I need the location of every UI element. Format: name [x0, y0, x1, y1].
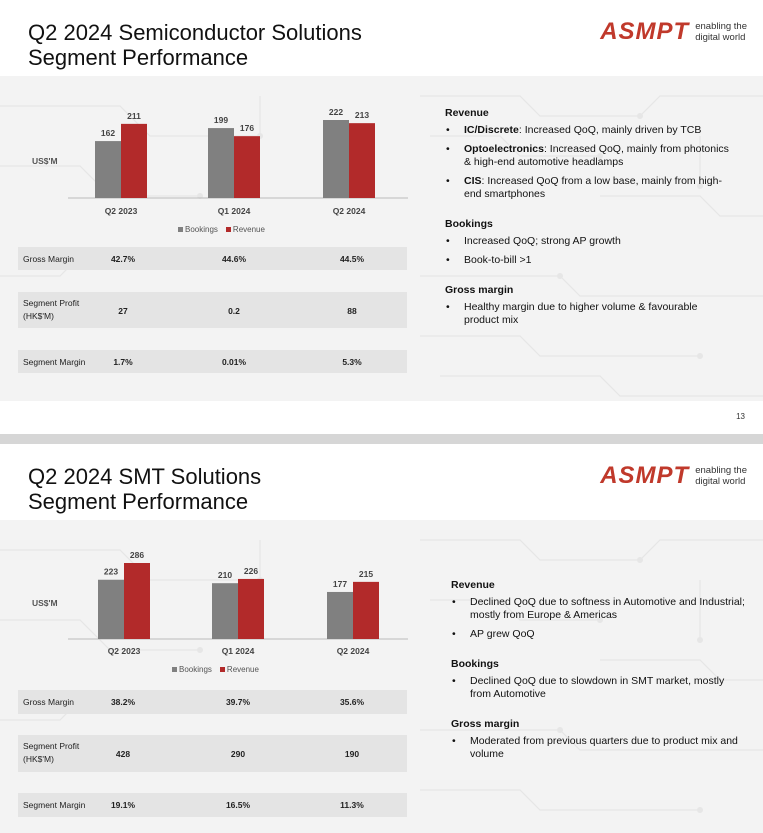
- list-item: [445, 143, 735, 169]
- title-line-2: Segment Performance: [28, 489, 249, 514]
- row-label: Segment Margin: [23, 800, 86, 810]
- list-item: [451, 628, 746, 641]
- row-value-q2-2023: 19.1%: [110, 800, 136, 810]
- category-label: Q2 2023: [107, 646, 141, 656]
- row-label-line-1: Segment Profit: [23, 741, 80, 751]
- list-item: [445, 254, 735, 267]
- category-label: Q2 2024: [332, 206, 366, 216]
- data-label: 226: [243, 565, 259, 576]
- row-label: Segment Margin: [23, 357, 86, 367]
- category-label: Q1 2024: [217, 206, 251, 216]
- item-text: Book-to-bill >1: [464, 254, 532, 266]
- list-item: [445, 124, 735, 137]
- notes-heading-revenue: Revenue: [445, 107, 489, 119]
- row-value-q1-2024: 290: [230, 749, 246, 759]
- logo-wordmark: ASMPT: [600, 18, 690, 45]
- bar-revenue-q2-2024: [349, 123, 375, 198]
- y-axis-label: US$'M: [32, 598, 58, 608]
- list-item: [451, 735, 746, 761]
- table-row-segment-margin: [18, 793, 407, 817]
- item-text: : Increased QoQ, mainly driven by TCB: [518, 124, 702, 136]
- notes-list-gross-margin: [451, 735, 746, 761]
- data-label: 215: [358, 568, 374, 579]
- list-item: [445, 175, 735, 201]
- tagline-line-2: digital world: [695, 32, 746, 43]
- row-value-q2-2023: 1.7%: [113, 357, 133, 367]
- bar-chart-semiconductor: [0, 76, 420, 246]
- table-row-segment-profit: [18, 292, 407, 328]
- legend-revenue-label: Revenue: [232, 225, 265, 234]
- row-value-q2-2024: 190: [344, 749, 360, 759]
- commentary: [451, 579, 746, 778]
- data-label: 223: [103, 566, 119, 577]
- data-label: 211: [127, 110, 141, 121]
- slide-smt: [0, 444, 763, 833]
- y-axis-label: US$'M: [32, 156, 58, 166]
- row-value-q2-2023: 27: [118, 306, 128, 316]
- item-text: Declined QoQ due to softness in Automotive and Industrial; mostly from Europe & Americas: [470, 596, 745, 621]
- table-row-gross-margin: [18, 690, 407, 714]
- row-label-line-2: (HK$'M): [23, 754, 54, 764]
- bar-revenue-q2-2023: [124, 563, 150, 639]
- data-label: 222: [328, 107, 344, 117]
- row-value-q2-2024: 88: [347, 306, 357, 316]
- item-text: AP grew QoQ: [470, 628, 535, 640]
- notes-list-bookings: [445, 235, 735, 267]
- table-row-gross-margin: [18, 247, 407, 270]
- data-label: 199: [213, 115, 229, 126]
- row-label-line-1: Segment Profit: [23, 298, 80, 308]
- item-text: Moderated from previous quarters due to product mix and volume: [470, 735, 738, 760]
- legend-bookings-label: Bookings: [179, 665, 212, 674]
- slide-title: [28, 464, 261, 514]
- row-value-q2-2024: 5.3%: [342, 357, 362, 367]
- bar-revenue-q2-2024: [353, 582, 379, 639]
- item-text: Increased QoQ; strong AP growth: [464, 235, 621, 247]
- chart-legend: [172, 665, 259, 674]
- category-label: Q2 2023: [104, 206, 138, 216]
- data-label: 286: [129, 550, 145, 560]
- content-panel: [0, 520, 763, 833]
- legend-revenue: [220, 665, 259, 674]
- page-number: 13: [736, 412, 745, 421]
- row-value-q1-2024: 16.5%: [225, 800, 251, 810]
- row-value-q2-2023: 428: [115, 749, 131, 759]
- title-line-2: Segment Performance: [28, 45, 249, 70]
- bar-bookings-q2-2024: [327, 592, 353, 639]
- list-item: [451, 675, 746, 701]
- list-item: [445, 301, 735, 327]
- data-label: 162: [100, 128, 116, 139]
- title-line-1: Q2 2024 Semiconductor Solutions: [28, 20, 362, 45]
- asmpt-logo: [600, 462, 747, 490]
- bar-bookings-q2-2023: [95, 141, 121, 198]
- bar-bookings-q2-2024: [323, 120, 349, 198]
- notes-heading-gross-margin: Gross margin: [445, 284, 514, 296]
- logo-tagline: [695, 465, 747, 487]
- logo-tagline: [695, 21, 747, 43]
- legend-bookings: [172, 665, 212, 674]
- notes-heading-bookings: Bookings: [445, 218, 493, 230]
- bar-bookings-q2-2023: [98, 580, 124, 639]
- bar-revenue-q2-2023: [121, 124, 147, 198]
- legend-bookings-swatch: [178, 227, 183, 232]
- data-label: 176: [239, 123, 255, 134]
- tagline-line-2: digital world: [695, 476, 746, 487]
- item-text: : Increased QoQ, mainly from photonics & high-end automotive headlamps: [464, 143, 729, 168]
- bar-bookings-q1-2024: [208, 128, 234, 198]
- item-bold: CIS: [464, 175, 482, 187]
- notes-heading-bookings: Bookings: [451, 658, 499, 670]
- notes-list-bookings: [451, 675, 746, 701]
- asmpt-logo: [600, 18, 747, 46]
- row-value-q1-2024: 0.2: [228, 306, 240, 316]
- row-value-q2-2023: 42.7%: [110, 254, 136, 264]
- bar-revenue-q1-2024: [238, 579, 264, 639]
- category-label: Q2 2024: [336, 646, 370, 656]
- row-value-q2-2024: 11.3%: [340, 800, 364, 810]
- notes-list-revenue: [451, 596, 746, 641]
- row-value-q1-2024: 39.7%: [225, 697, 251, 707]
- slide-title: [28, 20, 362, 70]
- table-row-segment-profit: [18, 735, 407, 772]
- legend-revenue-swatch: [226, 227, 231, 232]
- row-label: Gross Margin: [23, 254, 75, 264]
- notes-heading-revenue: Revenue: [451, 579, 495, 591]
- title-line-1: Q2 2024 SMT Solutions: [28, 464, 262, 489]
- chart-legend: [178, 225, 265, 234]
- legend-revenue: [226, 225, 265, 234]
- legend-bookings-label: Bookings: [185, 225, 218, 234]
- category-label: Q1 2024: [221, 646, 255, 656]
- row-value-q2-2023: 38.2%: [110, 697, 136, 707]
- legend-bookings-swatch: [172, 667, 177, 672]
- notes-list-revenue: [445, 124, 735, 201]
- row-value-q1-2024: 44.6%: [221, 254, 247, 264]
- item-bold: Optoelectronics: [464, 143, 544, 155]
- table-row-segment-margin: [18, 350, 407, 373]
- commentary: [445, 107, 735, 344]
- row-label: Gross Margin: [23, 697, 75, 707]
- legend-revenue-label: Revenue: [226, 665, 259, 674]
- data-label: 177: [332, 578, 348, 589]
- row-value-q2-2024: 44.5%: [339, 254, 365, 264]
- item-text: : Increased QoQ from a low base, mainly from high-end smartphones: [464, 175, 722, 200]
- item-bold: IC/Discrete: [464, 124, 519, 136]
- item-text: Healthy margin due to higher volume & favourable product mix: [464, 301, 698, 326]
- list-item: [451, 596, 746, 622]
- list-item: [445, 235, 735, 248]
- legend-revenue-swatch: [220, 667, 225, 672]
- row-value-q2-2024: 35.6%: [339, 697, 365, 707]
- content-panel: [0, 76, 763, 401]
- notes-heading-gross-margin: Gross margin: [451, 718, 520, 730]
- item-text: Declined QoQ due to slowdown in SMT market, mostly from Automotive: [470, 675, 725, 700]
- row-label-line-2: (HK$'M): [23, 311, 54, 321]
- row-value-q1-2024: 0.01%: [221, 357, 247, 367]
- notes-list-gross-margin: [445, 301, 735, 327]
- bar-bookings-q1-2024: [212, 583, 238, 639]
- tagline-line-1: enabling the: [695, 465, 747, 476]
- row-label: [23, 298, 79, 321]
- legend-bookings: [178, 225, 218, 234]
- data-label: 210: [217, 570, 233, 581]
- bar-revenue-q1-2024: [234, 136, 260, 198]
- tagline-line-1: enabling the: [695, 21, 747, 32]
- row-label: [23, 741, 79, 764]
- data-label: 213: [354, 110, 370, 121]
- logo-wordmark: ASMPT: [600, 462, 690, 489]
